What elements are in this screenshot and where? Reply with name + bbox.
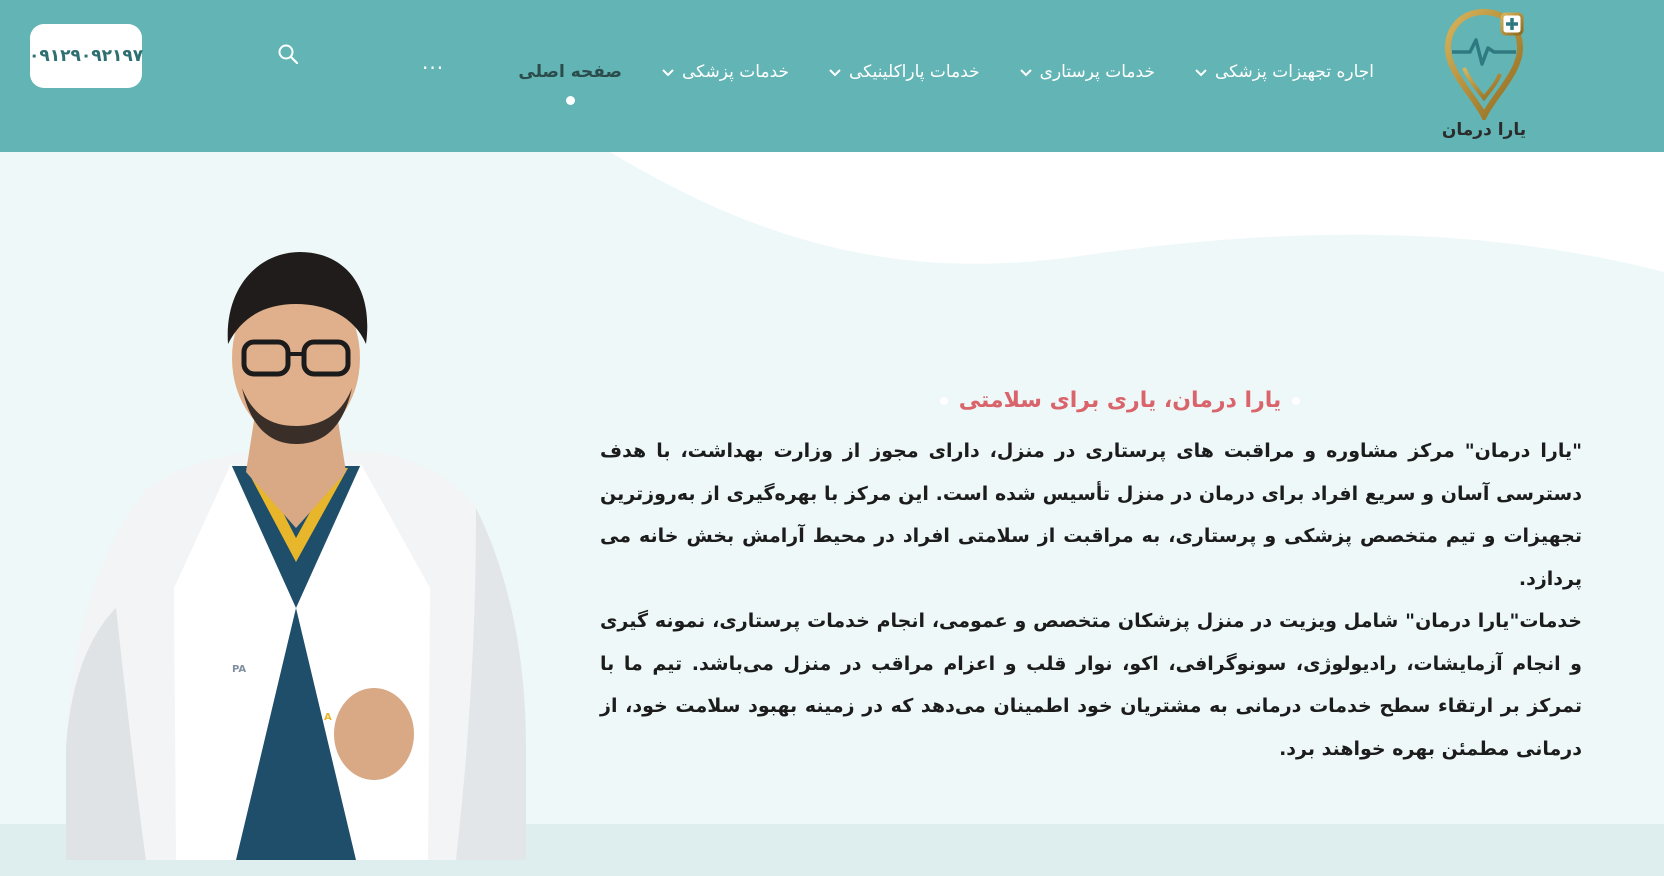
svg-text:A: A — [324, 712, 332, 723]
hero-paragraph-1: "یارا درمان" مرکز مشاوره و مراقبت های پرستاری در منزل، دارای مجوز از وزارت بهداشت، با هدف دسترسی آسان و سریع افراد برای درمان در منزل تأسیس شده است. این مرکز با بهره‌گیری از به‌روزترین تجهیزات و تیم متخصص پزشکی و پرستاری، به مراقبت از سلامتی افراد در محیط آرامش بخش خانه می پردازد. — [600, 440, 1582, 590]
svg-text:PA: PA — [232, 664, 247, 675]
chevron-down-icon — [1193, 64, 1209, 80]
more-menu-button[interactable]: ··· — [422, 56, 445, 80]
doctor-photo — [56, 228, 536, 860]
nav-item-label: خدمات پاراکلینیکی — [849, 62, 980, 82]
nav-item-label: خدمات پزشکی — [681, 62, 790, 82]
main-nav — [480, 52, 1374, 92]
site-header — [0, 0, 1664, 152]
chevron-down-icon — [1018, 64, 1034, 80]
nav-item-label: صفحه اصلی — [518, 62, 622, 82]
nav-item-label: اجاره تجهیزات پزشکی — [1214, 62, 1374, 82]
nav-item-equipment-rental[interactable] — [1193, 62, 1374, 82]
nav-item-label: خدمات پرستاری — [1039, 62, 1155, 82]
phone-button[interactable]: ۰۹۱۲۹۰۹۲۱۹۷ — [30, 24, 142, 88]
logo-text: یارا درمان — [1441, 120, 1527, 140]
nav-item-medical-services[interactable] — [660, 62, 789, 82]
chevron-down-icon — [660, 64, 676, 80]
nav-item-paraclinical-services[interactable] — [827, 62, 980, 82]
active-indicator-dot — [566, 96, 575, 105]
decorative-dot — [940, 397, 948, 405]
nav-item-nursing-services[interactable] — [1018, 62, 1155, 82]
hero-paragraph-2: خدمات"یارا درمان" شامل ویزیت در منزل پزشکان متخصص و عمومی، انجام خدمات پرستاری، نمونه گیری و انجام آزمایشات، رادیولوژی، سونوگرافی، اکو، نوار قلب و اعزام مراقب در منزل می‌باشد. تیم ما با تمرکز بر ارتقاء سطح خدمات درمانی به مشتریان خود اطمینان می‌دهد که در زمینه بهبود سلامت خود، از درمانی مطمئن بهره خواهند برد. — [600, 610, 1582, 760]
logo-icon — [1442, 8, 1526, 120]
logo[interactable] — [1432, 8, 1536, 142]
chevron-down-icon — [827, 64, 843, 80]
nav-item-home[interactable] — [518, 62, 622, 82]
hero-tagline: یارا درمان، یاری برای سلامتی — [958, 387, 1282, 413]
hero-section — [0, 152, 1664, 876]
hero-description — [600, 430, 1582, 770]
tagline-wrapper — [940, 382, 1300, 418]
decorative-dot — [1292, 397, 1300, 405]
search-icon[interactable] — [276, 42, 300, 66]
